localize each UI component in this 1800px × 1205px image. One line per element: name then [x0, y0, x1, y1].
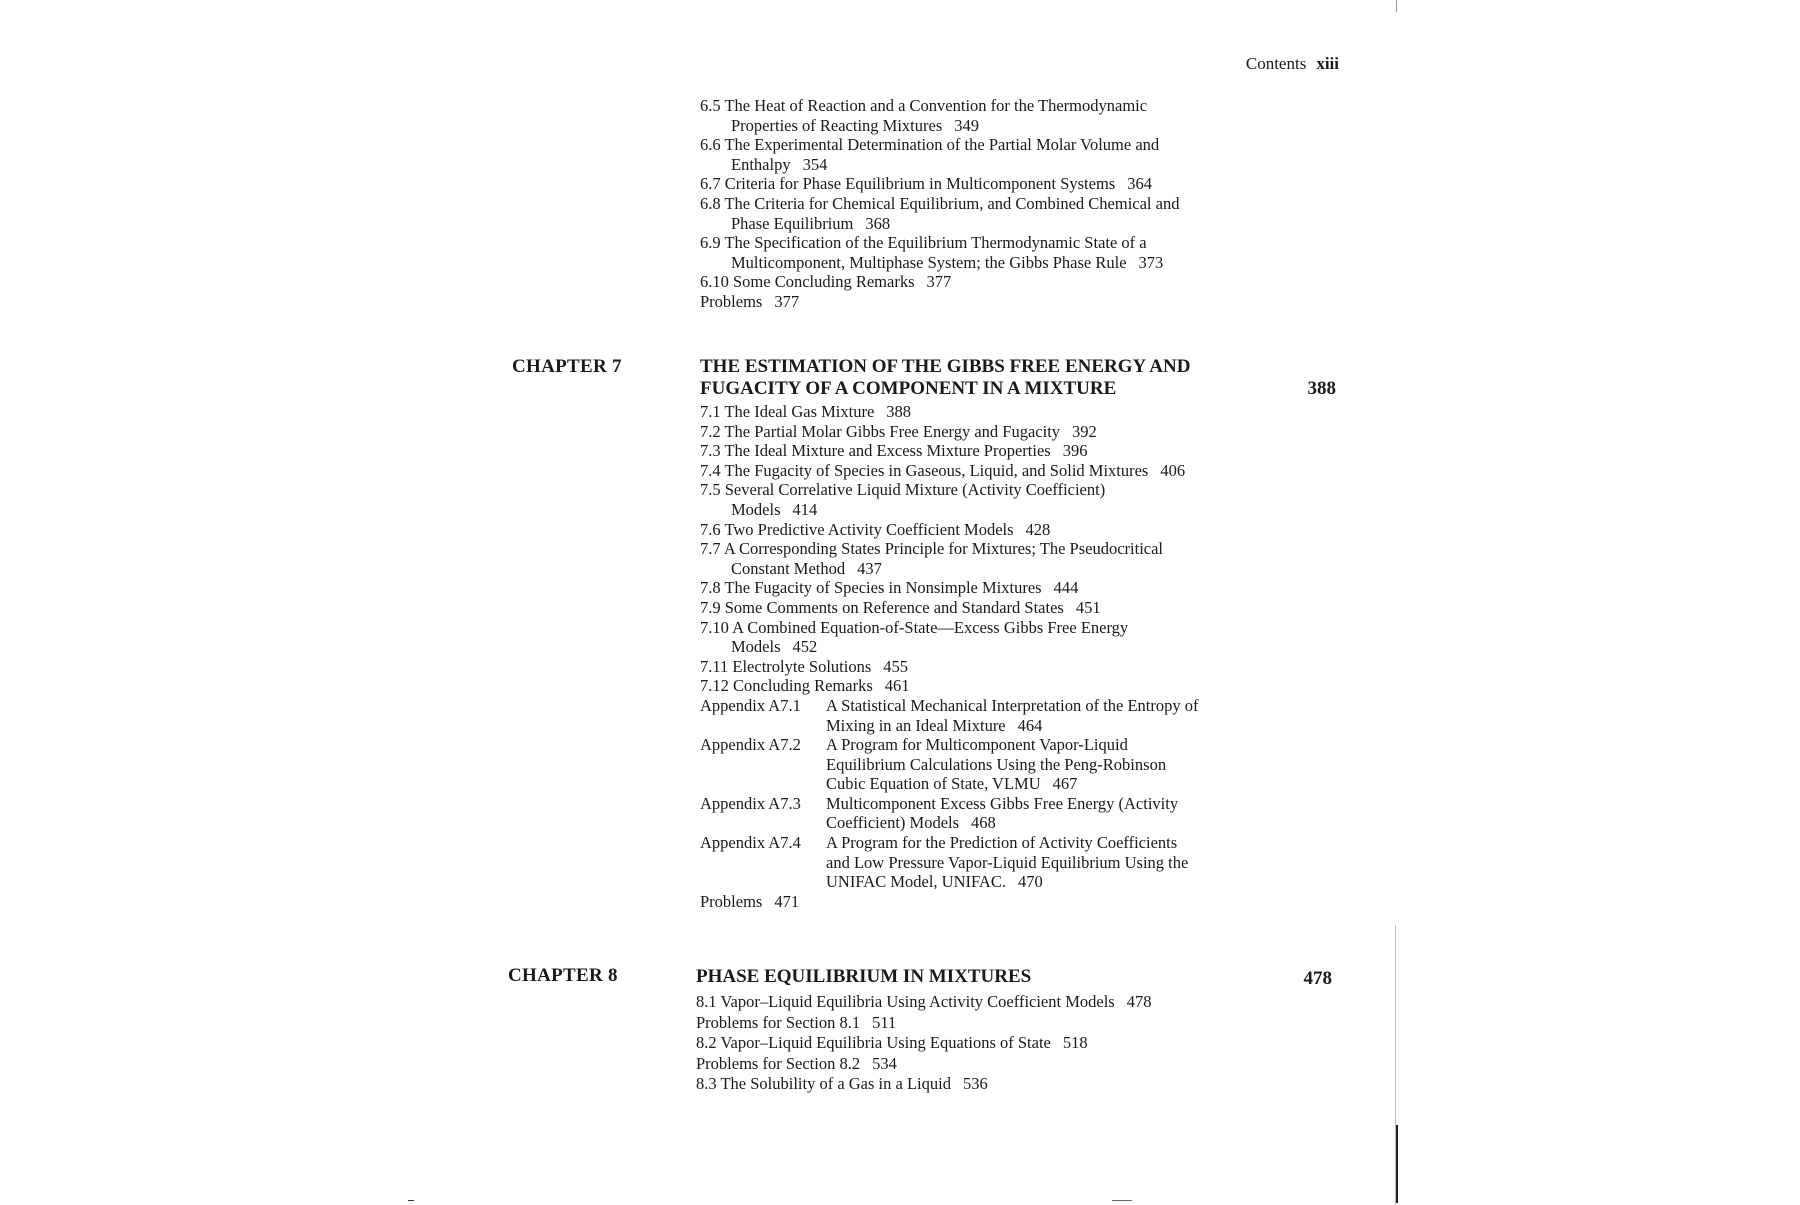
toc-entry-page: 518: [1062, 1033, 1088, 1052]
toc-entry: [696, 1054, 1396, 1075]
appendix-line: UNIFAC Model, UNIFAC.: [826, 872, 1006, 892]
appendix-line: Coefficient) Models: [826, 813, 960, 833]
toc-entry-line: 7.12 Concluding Remarks: [700, 676, 873, 696]
chapter7-title-line: THE ESTIMATION OF THE GIBBS FREE ENERGY AND: [700, 356, 1191, 377]
chapter7-section: [700, 356, 1400, 911]
appendix-line: A Program for Multicomponent Vapor-Liquid: [826, 735, 1128, 755]
toc-entry-line: 7.3 The Ideal Mixture and Excess Mixture Properties: [700, 441, 1051, 461]
scan-edge-line: [1396, 0, 1397, 12]
toc-entry: [700, 480, 1400, 519]
toc-entry: [700, 676, 1400, 696]
toc-entry-page: 414: [792, 499, 818, 519]
toc-entry-line: 8.2 Vapor–Liquid Equilibria Using Equations of State: [696, 1033, 1051, 1052]
toc-entry-line: 7.2 The Partial Molar Gibbs Free Energy and Fugacity: [700, 421, 1061, 441]
toc-entry-page: 377: [774, 291, 800, 311]
toc-entry: [700, 892, 1400, 912]
toc-entry-line: Phase Equilibrium: [731, 213, 854, 233]
toc-entry-page: 451: [1075, 597, 1101, 617]
toc-entry-line: 7.1 The Ideal Gas Mixture: [700, 402, 875, 421]
toc-entry: [700, 422, 1400, 442]
chapter8-title: PHASE EQUILIBRIUM IN MIXTURES: [696, 966, 1032, 987]
chapter8-label: CHAPTER 8: [508, 965, 618, 986]
toc-entry-line: 6.7 Criteria for Phase Equilibrium in Multicomponent Systems: [700, 174, 1116, 194]
chapter7-page: 388: [1307, 378, 1336, 399]
appendix-page: 468: [971, 813, 996, 833]
toc-entry: [700, 461, 1400, 481]
appendix-entry: [700, 833, 1400, 892]
toc-entry: [696, 1013, 1396, 1034]
chapter8-section: [696, 966, 1396, 1095]
toc-entry: [700, 441, 1400, 461]
toc-entry: [696, 992, 1396, 1013]
toc-entry-page: 534: [872, 1053, 897, 1073]
running-head-label: Contents: [1245, 54, 1307, 73]
toc-entry-page: 364: [1127, 174, 1152, 194]
appendix-label: Appendix A7.2: [700, 735, 801, 755]
scan-edge-line: [1396, 1125, 1398, 1203]
toc-entry: [700, 135, 1400, 174]
toc-entry-line: 6.9 The Specification of the Equilibrium Thermodynamic State of a: [700, 233, 1147, 253]
toc-entry-line: Constant Method: [731, 558, 846, 578]
toc-entry-line: 7.5 Several Correlative Liquid Mixture (Activity Coefficient): [700, 480, 1106, 500]
appendix-line: Mixing in an Ideal Mixture: [826, 715, 1006, 735]
toc-entry-page: 452: [792, 637, 818, 657]
toc-entry-page: 455: [883, 656, 908, 676]
appendix-page: 470: [1017, 872, 1043, 892]
toc-entry-line: Enthalpy: [731, 154, 791, 174]
toc-entry-line: Models: [731, 637, 781, 657]
appendix-page: 464: [1017, 715, 1043, 735]
toc-entry-page: 471: [774, 891, 800, 911]
toc-entry-line: Properties of Reacting Mixtures: [731, 115, 943, 135]
toc-entry-page: 373: [1138, 252, 1164, 272]
toc-entry: [700, 194, 1400, 233]
toc-entry: [700, 520, 1400, 540]
appendix-line: A Program for the Prediction of Activity Coefficients: [826, 833, 1178, 853]
toc-entry-line: 6.5 The Heat of Reaction and a Convention for the Thermodynamic: [700, 96, 1148, 115]
appendix-line: Cubic Equation of State, VLMU: [826, 774, 1041, 794]
toc-entry: [700, 657, 1400, 677]
toc-entry-line: 7.10 A Combined Equation-of-State—Excess Gibbs Free Energy: [700, 617, 1129, 637]
toc-entry-page: 406: [1160, 460, 1186, 480]
chapter7-label: CHAPTER 7: [512, 356, 622, 377]
toc-entry: [700, 272, 1400, 292]
toc-entry-line: 8.3 The Solubility of a Gas in a Liquid: [696, 1074, 951, 1093]
toc-entry-page: 428: [1025, 519, 1051, 539]
appendix-entry: [700, 735, 1400, 794]
toc-entry: [700, 174, 1400, 194]
toc-entry-page: 511: [872, 1012, 897, 1032]
scan-mark: [1112, 1200, 1132, 1201]
appendix-line: A Statistical Mechanical Interpretation of the Entropy of: [826, 695, 1199, 715]
toc-entry-line: 6.8 The Criteria for Chemical Equilibrium, and Combined Chemical and: [700, 193, 1180, 213]
toc-entry: [700, 402, 1400, 422]
appendix-label: Appendix A7.4: [700, 833, 801, 853]
scan-mark: [408, 1200, 414, 1201]
toc-entry: [700, 233, 1400, 272]
toc-entry-page: 354: [802, 154, 828, 174]
toc-entry: [700, 292, 1400, 312]
toc-entry: [696, 1033, 1396, 1054]
appendix-page: 467: [1052, 774, 1078, 794]
chapter6-entries: [700, 96, 1400, 312]
toc-entry-line: 7.11 Electrolyte Solutions: [700, 656, 872, 676]
toc-entry-line: 6.6 The Experimental Determination of the Partial Molar Volume and: [700, 135, 1160, 155]
toc-entry-line: 7.6 Two Predictive Activity Coefficient Models: [700, 519, 1014, 539]
toc-entry-page: 478: [1126, 992, 1152, 1011]
appendix-entry: [700, 696, 1400, 735]
toc-entry-line: 7.7 A Corresponding States Principle for Mixtures; The Pseudocritical: [700, 539, 1164, 559]
toc-entry-page: 461: [884, 676, 910, 696]
toc-entry-line: Problems: [700, 291, 763, 311]
toc-entry-page: 377: [926, 272, 952, 292]
running-head: [1150, 54, 1339, 74]
toc-entry-page: 536: [962, 1074, 988, 1093]
appendix-label: Appendix A7.1: [700, 695, 801, 715]
appendix-entry: [700, 794, 1400, 833]
appendix-line: Equilibrium Calculations Using the Peng-Robinson: [826, 754, 1167, 774]
running-head-page-number: xiii: [1316, 54, 1339, 73]
toc-entry-line: Models: [731, 499, 781, 519]
toc-entry-page: 349: [954, 115, 979, 135]
toc-entry-page: 437: [857, 558, 882, 578]
chapter7-title-line: FUGACITY OF A COMPONENT IN A MIXTURE: [700, 378, 1117, 399]
toc-entry-line: 7.9 Some Comments on Reference and Standard States: [700, 597, 1064, 617]
toc-entry-page: 396: [1062, 441, 1088, 461]
appendix-line: Multicomponent Excess Gibbs Free Energy (Activity: [826, 793, 1179, 813]
appendix-line: and Low Pressure Vapor-Liquid Equilibrium Using the: [826, 852, 1189, 872]
toc-entry-line: 7.8 The Fugacity of Species in Nonsimple Mixtures: [700, 578, 1042, 598]
toc-entry: [696, 1074, 1396, 1095]
toc-entry: [700, 618, 1400, 657]
appendix-label: Appendix A7.3: [700, 793, 801, 813]
toc-entry-line: 8.1 Vapor–Liquid Equilibria Using Activity Coefficient Models: [696, 992, 1115, 1011]
toc-entry-line: 6.10 Some Concluding Remarks: [700, 272, 915, 292]
toc-entry-page: 388: [886, 402, 912, 421]
toc-entry-page: 392: [1072, 421, 1097, 441]
toc-entry-page: 444: [1053, 578, 1079, 598]
toc-entry-page: 368: [865, 213, 891, 233]
toc-entry-line: 7.4 The Fugacity of Species in Gaseous, Liquid, and Solid Mixtures: [700, 460, 1149, 480]
toc-entry-line: Problems for Section 8.1: [696, 1012, 861, 1032]
toc-entry: [700, 598, 1400, 618]
toc-entry-line: Multicomponent, Multiphase System; the Gibbs Phase Rule: [731, 252, 1127, 272]
toc-entry: [700, 539, 1400, 578]
chapter8-page: 478: [1303, 968, 1332, 989]
toc-entry-line: Problems: [700, 891, 763, 911]
toc-entry-line: Problems for Section 8.2: [696, 1053, 861, 1073]
toc-entry: [700, 96, 1400, 135]
toc-entry: [700, 578, 1400, 598]
